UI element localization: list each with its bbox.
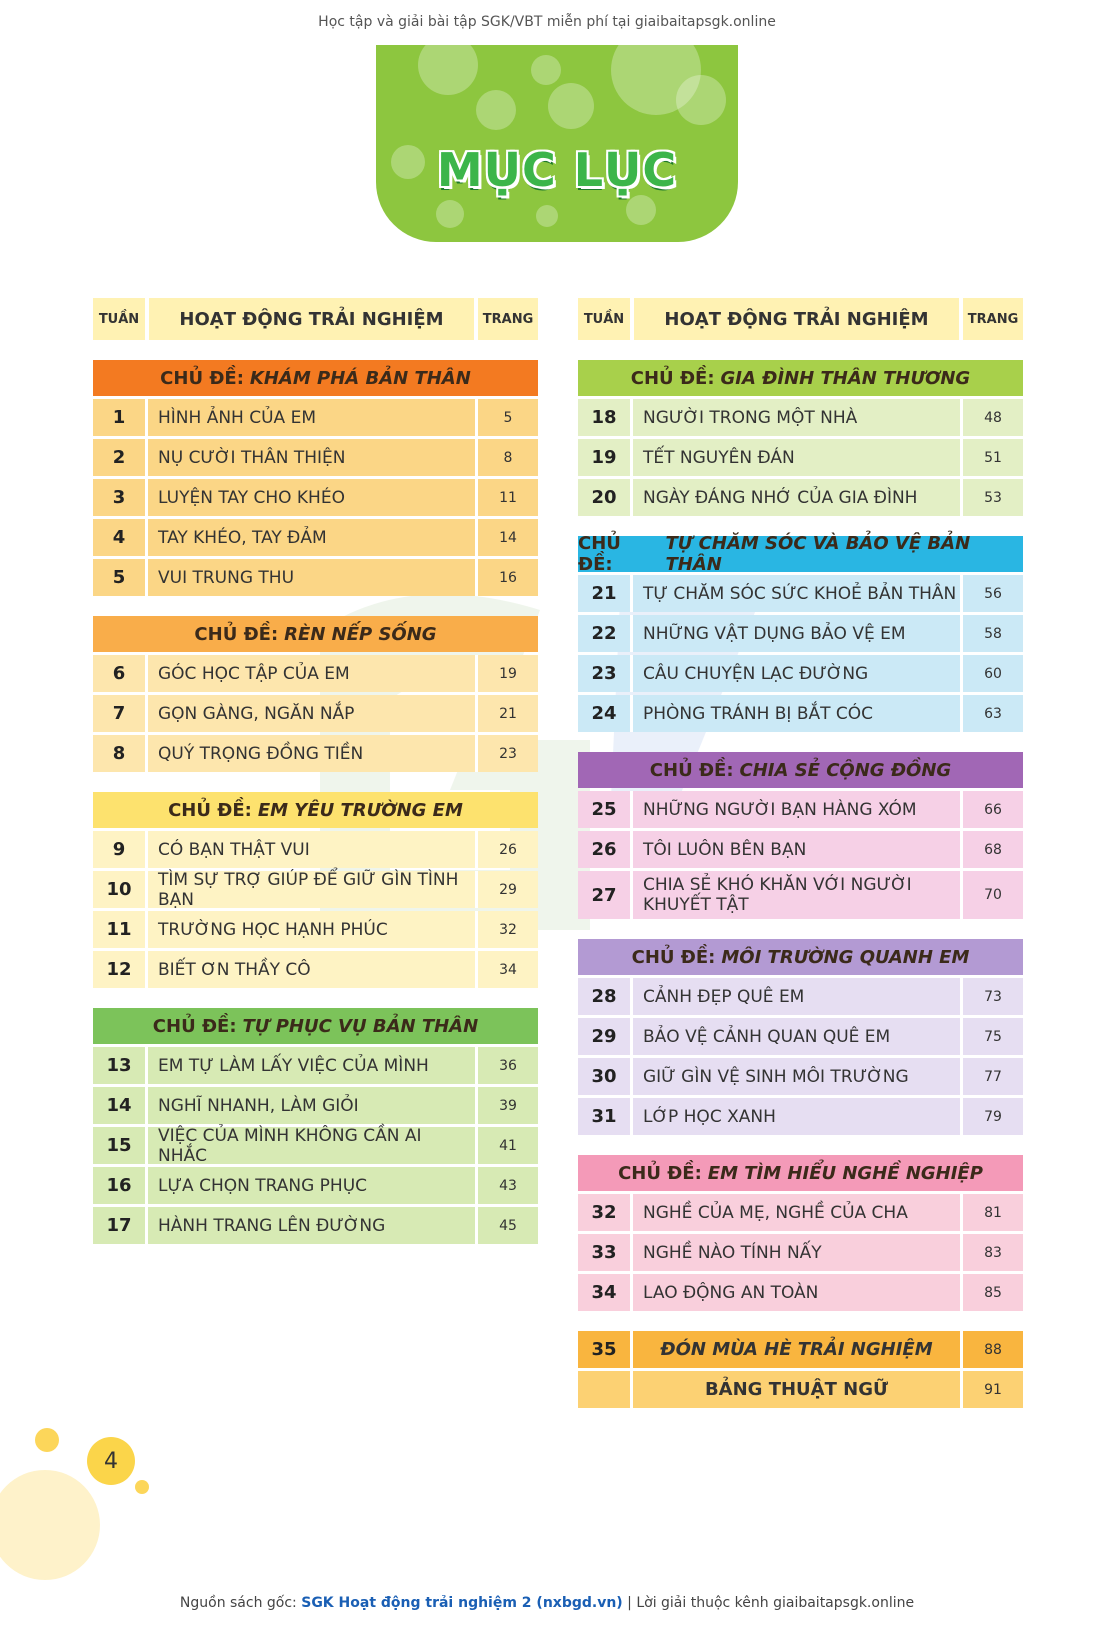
week-number: 19	[578, 439, 633, 476]
table-header	[578, 298, 1023, 340]
activity-title: LỰA CHỌN TRANG PHỤC	[148, 1167, 478, 1204]
title-banner	[376, 45, 738, 242]
activity-title: TẾT NGUYÊN ĐÁN	[633, 439, 963, 476]
week-number: 11	[93, 911, 148, 948]
week-number: 30	[578, 1058, 633, 1095]
topic-name: CHIA SẺ CỘNG ĐỒNG	[739, 759, 952, 781]
page-ref: 58	[984, 625, 1002, 642]
toc-row[interactable]	[93, 519, 538, 556]
toc-row[interactable]	[93, 871, 538, 908]
week-number: 29	[578, 1018, 633, 1055]
week-number: 8	[93, 735, 148, 772]
toc-row[interactable]	[93, 1087, 538, 1124]
page-ref: 16	[499, 569, 517, 586]
week-number: 10	[93, 871, 148, 908]
page-ref: 85	[984, 1284, 1002, 1301]
toc-row-special[interactable]	[578, 1331, 1023, 1368]
week-number: 33	[578, 1234, 633, 1271]
topic-name: TỰ CHĂM SÓC VÀ BẢO VỆ BẢN THÂN	[665, 533, 971, 575]
week-number: 3	[93, 479, 148, 516]
activity-title: CÓ BẠN THẬT VUI	[148, 831, 478, 868]
activity-title: TRƯỜNG HỌC HẠNH PHÚC	[148, 911, 478, 948]
topic-name: EM TÌM HIỂU NGHỀ NGHIỆP	[707, 1162, 983, 1184]
toc-row[interactable]	[93, 695, 538, 732]
toc-row[interactable]	[578, 439, 1023, 476]
page-ref: 53	[984, 489, 1002, 506]
activity-title: BẢO VỆ CẢNH QUAN QUÊ EM	[633, 1018, 963, 1055]
activity-title: ĐÓN MÙA HÈ TRẢI NGHIỆM	[633, 1331, 963, 1368]
topic-title	[93, 792, 538, 828]
activity-title: LAO ĐỘNG AN TOÀN	[633, 1274, 963, 1311]
toc-row[interactable]	[93, 1167, 538, 1204]
page-ref: 77	[984, 1068, 1002, 1085]
page-ref: 66	[984, 801, 1002, 818]
activity-title: HÌNH ẢNH CỦA EM	[148, 399, 478, 436]
topic-section	[93, 360, 538, 596]
topic-prefix: CHỦ ĐỀ:	[631, 946, 716, 968]
page-ref: 81	[984, 1204, 1002, 1221]
page-ref: 75	[984, 1028, 1002, 1045]
activity-title: LỚP HỌC XANH	[633, 1098, 963, 1135]
activity-title: NGÀY ĐÁNG NHỚ CỦA GIA ĐÌNH	[633, 479, 963, 516]
week-number: 31	[578, 1098, 633, 1135]
week-number: 32	[578, 1194, 633, 1231]
topic-section	[578, 939, 1023, 1135]
page-ref: 21	[499, 705, 517, 722]
toc-row[interactable]	[578, 655, 1023, 692]
page-ref: 88	[984, 1341, 1002, 1358]
week-number: 21	[578, 575, 633, 612]
page-ref: 48	[984, 409, 1002, 426]
toc-left-column	[93, 298, 538, 1244]
topic-title	[93, 616, 538, 652]
week-number: 25	[578, 791, 633, 828]
activity-title: NGHĨ NHANH, LÀM GIỎI	[148, 1087, 478, 1124]
header-activity: HOẠT ĐỘNG TRẢI NGHIỆM	[634, 298, 963, 340]
toc-row[interactable]	[93, 559, 538, 596]
week-number: 28	[578, 978, 633, 1015]
week-number: 24	[578, 695, 633, 732]
week-number	[578, 1371, 633, 1408]
activity-title: TỰ CHĂM SÓC SỨC KHOẺ BẢN THÂN	[633, 575, 963, 612]
week-number: 27	[578, 871, 633, 919]
header-activity: HOẠT ĐỘNG TRẢI NGHIỆM	[149, 298, 478, 340]
toc-row[interactable]	[93, 439, 538, 476]
topic-name: RÈN NẾP SỐNG	[284, 623, 437, 645]
page-ref: 68	[984, 841, 1002, 858]
week-number: 7	[93, 695, 148, 732]
activity-title: BIẾT ƠN THẦY CÔ	[148, 951, 478, 988]
week-number: 22	[578, 615, 633, 652]
toc-row[interactable]	[93, 951, 538, 988]
week-number: 9	[93, 831, 148, 868]
week-number: 14	[93, 1087, 148, 1124]
footer	[0, 1595, 1094, 1611]
topic-name: TỰ PHỤC VỤ BẢN THÂN	[242, 1015, 479, 1037]
topic-title	[578, 533, 1023, 575]
activity-title: QUÝ TRỌNG ĐỒNG TIỀN	[148, 735, 478, 772]
header-page: TRANG	[482, 311, 534, 327]
topic-title	[578, 752, 1023, 788]
topic-name: EM YÊU TRƯỜNG EM	[257, 799, 463, 821]
toc-row[interactable]	[93, 911, 538, 948]
toc-row[interactable]	[578, 479, 1023, 516]
top-note: Học tập và giải bài tập SGK/VBT miễn phí tại giaibaitapsgk.online	[318, 14, 776, 30]
week-number: 6	[93, 655, 148, 692]
page-ref: 51	[984, 449, 1002, 466]
table-header	[93, 298, 538, 340]
topic-section	[578, 1155, 1023, 1311]
week-number: 20	[578, 479, 633, 516]
page-title: MỤC LỤC	[436, 143, 678, 197]
topic-prefix: CHỦ ĐỀ:	[618, 1162, 702, 1184]
toc-row[interactable]	[578, 791, 1023, 828]
week-number: 26	[578, 831, 633, 868]
toc-row[interactable]	[578, 575, 1023, 612]
footer-prefix: Nguồn sách gốc:	[179, 1595, 297, 1611]
activity-title: GỌN GÀNG, NGĂN NẮP	[148, 695, 478, 732]
page-ref: 11	[499, 489, 517, 506]
toc-row[interactable]	[578, 695, 1023, 732]
topic-prefix: CHỦ ĐỀ:	[160, 367, 244, 389]
toc-row[interactable]	[93, 1047, 538, 1084]
toc-row[interactable]	[578, 1194, 1023, 1231]
activity-title: GIỮ GÌN VỆ SINH MÔI TRƯỜNG	[633, 1058, 963, 1095]
toc-row[interactable]	[93, 735, 538, 772]
page-ref: 23	[499, 745, 517, 762]
page-ref: 39	[499, 1097, 517, 1114]
topic-section	[578, 533, 1023, 732]
page-ref: 8	[503, 449, 513, 466]
week-number: 17	[93, 1207, 148, 1244]
activity-title: NGƯỜI TRONG MỘT NHÀ	[633, 399, 963, 436]
activity-title: NHỮNG NGƯỜI BẠN HÀNG XÓM	[633, 791, 963, 828]
topic-section	[578, 752, 1023, 919]
header-tuan: TUẦN	[578, 298, 634, 340]
toc-row[interactable]	[93, 479, 538, 516]
topic-prefix: CHỦ ĐỀ:	[630, 367, 715, 389]
toc-row[interactable]	[578, 831, 1023, 868]
page-ref: 56	[984, 585, 1002, 602]
topic-prefix: CHỦ ĐỀ:	[168, 799, 252, 821]
week-number: 2	[93, 439, 148, 476]
topic-prefix: CHỦ ĐỀ:	[194, 623, 279, 645]
page-ref: 32	[499, 921, 517, 938]
page-ref: 91	[984, 1381, 1002, 1398]
toc-row-special[interactable]	[578, 1371, 1023, 1408]
week-number: 15	[93, 1127, 148, 1164]
topic-prefix: CHỦ ĐỀ:	[152, 1015, 237, 1037]
activity-title: LUYỆN TAY CHO KHÉO	[148, 479, 478, 516]
toc-row[interactable]	[578, 1058, 1023, 1095]
toc-row[interactable]	[93, 1207, 538, 1244]
page-ref: 5	[503, 409, 513, 426]
activity-title: CHIA SẺ KHÓ KHĂN VỚI NGƯỜI KHUYẾT TẬT	[633, 871, 963, 919]
activity-title: CÂU CHUYỆN LẠC ĐƯỜNG	[633, 655, 963, 692]
page-ref: 19	[499, 665, 517, 682]
toc-row[interactable]	[93, 1127, 538, 1164]
week-number: 13	[93, 1047, 148, 1084]
topic-section	[93, 1008, 538, 1244]
page-ref: 41	[499, 1137, 517, 1154]
topic-name: MÔI TRƯỜNG QUANH EM	[721, 946, 970, 968]
topic-title	[93, 1008, 538, 1044]
topic-name: GIA ĐÌNH THÂN THƯƠNG	[720, 367, 971, 389]
week-number: 12	[93, 951, 148, 988]
activity-title: VUI TRUNG THU	[148, 559, 478, 596]
activity-title: BẢNG THUẬT NGỮ	[633, 1371, 963, 1408]
toc-right-column	[578, 298, 1023, 1408]
page-ref: 45	[499, 1217, 517, 1234]
page-ref: 63	[984, 705, 1002, 722]
week-number: 5	[93, 559, 148, 596]
header-tuan: TUẦN	[93, 298, 149, 340]
activity-title: HÀNH TRANG LÊN ĐƯỜNG	[148, 1207, 478, 1244]
topic-title	[93, 360, 538, 396]
page-ref: 73	[984, 988, 1002, 1005]
week-number: 16	[93, 1167, 148, 1204]
topic-section	[578, 360, 1023, 516]
activity-title: TÔI LUÔN BÊN BẠN	[633, 831, 963, 868]
activity-title: TAY KHÉO, TAY ĐẢM	[148, 519, 478, 556]
topic-section	[93, 792, 538, 988]
special-rows	[578, 1331, 1023, 1408]
toc-row[interactable]	[578, 1274, 1023, 1311]
topic-title	[578, 939, 1023, 975]
activity-title: NGHỀ NÀO TÍNH NẤY	[633, 1234, 963, 1271]
week-number: 18	[578, 399, 633, 436]
toc-row[interactable]	[578, 978, 1023, 1015]
page-ref: 26	[499, 841, 517, 858]
page-number: 4	[87, 1437, 135, 1485]
toc-row[interactable]	[578, 1018, 1023, 1055]
page-ref: 43	[499, 1177, 517, 1194]
toc-row[interactable]	[93, 655, 538, 692]
topic-title	[578, 1155, 1023, 1191]
footer-source-link[interactable]: SGK Hoạt động trải nghiệm 2 (nxbgd.vn)	[301, 1595, 623, 1611]
header-page: TRANG	[967, 311, 1019, 327]
topic-prefix: CHỦ ĐỀ:	[649, 759, 734, 781]
footer-suffix: | Lời giải thuộc kênh giaibaitapsgk.online	[627, 1595, 915, 1611]
week-number: 34	[578, 1274, 633, 1311]
page-ref: 79	[984, 1108, 1002, 1125]
topic-prefix: CHỦ ĐỀ:	[578, 533, 621, 575]
week-number: 35	[578, 1331, 633, 1368]
week-number: 23	[578, 655, 633, 692]
page-ref: 36	[499, 1057, 517, 1074]
topic-title	[578, 360, 1023, 396]
activity-title: GÓC HỌC TẬP CỦA EM	[148, 655, 478, 692]
activity-title: CẢNH ĐẸP QUÊ EM	[633, 978, 963, 1015]
page-ref: 34	[499, 961, 517, 978]
toc-row[interactable]	[578, 1098, 1023, 1135]
week-number: 1	[93, 399, 148, 436]
toc-row[interactable]	[578, 871, 1023, 919]
toc-row[interactable]	[93, 399, 538, 436]
activity-title: TÌM SỰ TRỢ GIÚP ĐỂ GIỮ GÌN TÌNH BẠN	[148, 871, 478, 908]
topic-name: KHÁM PHÁ BẢN THÂN	[249, 367, 471, 389]
toc-row[interactable]	[578, 615, 1023, 652]
topic-section	[93, 616, 538, 772]
week-number: 4	[93, 519, 148, 556]
toc-row[interactable]	[578, 1234, 1023, 1271]
page-ref: 70	[984, 887, 1002, 903]
page-ref: 29	[499, 881, 517, 898]
activity-title: NỤ CƯỜI THÂN THIỆN	[148, 439, 478, 476]
activity-title: NGHỀ CỦA MẸ, NGHỀ CỦA CHA	[633, 1194, 963, 1231]
toc-row[interactable]	[578, 399, 1023, 436]
toc-row[interactable]	[93, 831, 538, 868]
page-ref: 14	[499, 529, 517, 546]
page-ref: 60	[984, 665, 1002, 682]
activity-title: PHÒNG TRÁNH BỊ BẮT CÓC	[633, 695, 963, 732]
activity-title: NHỮNG VẬT DỤNG BẢO VỆ EM	[633, 615, 963, 652]
page-ref: 83	[984, 1244, 1002, 1261]
activity-title: EM TỰ LÀM LẤY VIỆC CỦA MÌNH	[148, 1047, 478, 1084]
activity-title: VIỆC CỦA MÌNH KHÔNG CẦN AI NHẮC	[148, 1127, 478, 1164]
